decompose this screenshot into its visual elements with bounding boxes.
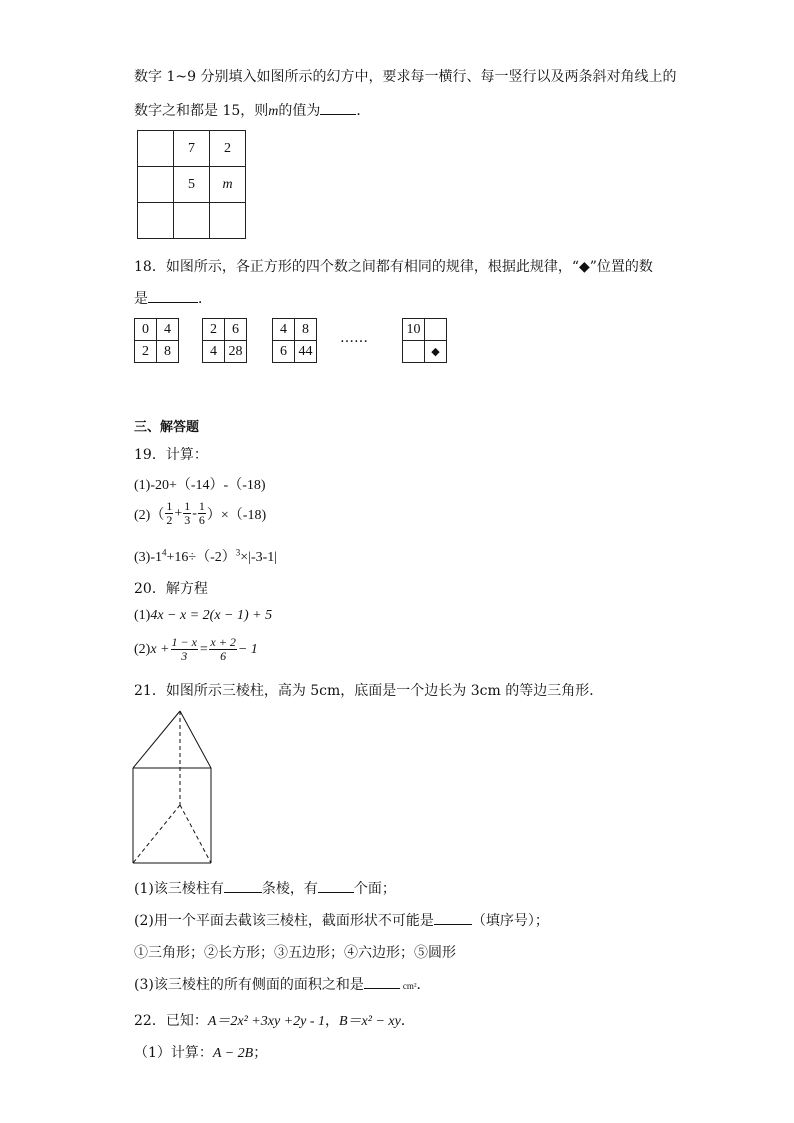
q21-part1 (134, 878, 396, 898)
fraction-numerator: 1 − x (171, 635, 197, 649)
q17-line2-end: ． (356, 103, 371, 119)
fraction-denominator: 3 (184, 513, 191, 527)
equals-sign: = (198, 641, 209, 657)
q20-part2 (134, 636, 258, 663)
q21-part2-b: （填序号）； (471, 913, 549, 929)
triangular-prism-figure (132, 710, 214, 866)
section-title: 三、解答题 (134, 420, 200, 435)
q18-line2-end: ． (198, 291, 212, 307)
magic-cell (210, 203, 246, 239)
pattern-square-2 (202, 318, 247, 363)
pattern-cell: 44 (295, 341, 317, 363)
fraction-rhs (209, 636, 236, 663)
q20-part1 (134, 607, 272, 624)
magic-cell: 5 (174, 167, 210, 203)
unit-cm2: cm² (402, 981, 417, 991)
operator-plus: + (174, 505, 183, 521)
q21-part3 (134, 974, 431, 994)
pattern-cell: 28 (225, 341, 247, 363)
pattern-cell (425, 319, 447, 341)
q21-area-blank[interactable] (364, 976, 400, 989)
q17-line2-text-b: 的值为 (278, 103, 321, 119)
q17-line2 (134, 100, 370, 120)
q18-line2 (134, 288, 212, 308)
q21-title: 21．如图所示三棱柱，高为 5cm，底面是一个边长为 3cm 的等边三角形． (134, 683, 604, 699)
q22-expression-a: A＝2x² +3xy +2y - 1 (207, 1014, 325, 1029)
q19-part3 (134, 546, 277, 566)
fraction-numerator: x + 2 (210, 635, 236, 649)
exponent: 3 (235, 547, 241, 558)
q21-part2 (134, 910, 549, 930)
q21-edges-blank[interactable] (224, 880, 262, 893)
magic-square-grid (137, 130, 246, 239)
fraction-lhs (171, 636, 198, 663)
q22-expression-b: B＝x² − xy (339, 1014, 401, 1029)
fraction-third (183, 500, 191, 527)
q19-part2-suffix: ）×（-18) (206, 507, 267, 523)
pattern-square-1 (134, 318, 179, 363)
q20-eq2-lhs: x + (150, 641, 170, 657)
q21-options: ①三角形；②长方形；③五边形；④六边形；⑤圆形 (134, 945, 456, 961)
pattern-cell: 4 (203, 341, 225, 363)
q19-part3-a: (3)-1 (134, 550, 162, 565)
pattern-cell: 8 (157, 341, 179, 363)
pattern-cell: 8 (295, 319, 317, 341)
q17-variable-m: m (268, 104, 279, 119)
q21-part1-c: 个面； (353, 881, 396, 897)
q20-eq2-rhs: − 1 (237, 641, 258, 657)
q22-part1-end: ； (253, 1045, 268, 1061)
pattern-cell: 4 (273, 319, 295, 341)
q19-part3-b: +16÷（-2） (166, 550, 236, 565)
magic-cell: m (210, 167, 246, 203)
magic-cell (138, 131, 174, 167)
magic-cell (138, 203, 174, 239)
pattern-cell: 6 (273, 341, 295, 363)
fraction-half (165, 500, 173, 527)
q19-part3-c: ×|-3-1| (240, 550, 278, 565)
fraction-denominator: 2 (166, 513, 173, 527)
pattern-cell: 2 (203, 319, 225, 341)
fraction-numerator: 1 (198, 499, 205, 513)
q17-line1: 数字 1~9 分别填入如图所示的幻方中，要求每一横行、每一竖行以及两条斜对角线上的 (134, 69, 677, 85)
q19-part2-prefix: (2)（ (134, 507, 165, 523)
q18-line2-text: 是 (134, 291, 148, 307)
magic-cell: 7 (174, 131, 210, 167)
q17-line2-text: 数字之和都是 15，则 (134, 103, 269, 119)
pattern-cell (403, 341, 425, 363)
pattern-ellipsis: …… (340, 330, 368, 346)
q22-part1 (134, 1042, 267, 1062)
q17-answer-blank[interactable] (320, 102, 356, 115)
q20-part1-label: (1) (134, 608, 151, 623)
fraction-numerator: 1 (166, 499, 173, 513)
q19-part2 (134, 500, 266, 527)
q18-answer-blank[interactable] (148, 290, 198, 303)
fraction-denominator: 6 (198, 513, 205, 527)
fraction-denominator: 3 (181, 649, 188, 663)
q22-title-a: 22．已知： (134, 1013, 208, 1029)
fraction-denominator: 6 (220, 649, 227, 663)
q20-title: 20．解方程 (134, 581, 208, 597)
pattern-square-3 (272, 318, 317, 363)
q22-part1-a: （1）计算： (134, 1045, 213, 1061)
magic-cell (174, 203, 210, 239)
q21-part2-a: (2)用一个平面去截该三棱柱，截面形状不可能是 (134, 913, 434, 929)
exponent: 4 (162, 547, 167, 558)
q19-title: 19．计算： (134, 447, 208, 463)
q20-equation-1: 4x − x = 2(x − 1) + 5 (150, 608, 273, 623)
q20-part2-label: (2) (134, 641, 151, 657)
q19-part1: (1)-20+（-14）-（-18) (134, 478, 266, 493)
pattern-square-last (402, 318, 447, 363)
q18-line1: 18．如图所示，各正方形的四个数之间都有相同的规律，根据此规律，“◆”位置的数 (134, 259, 653, 275)
operator-minus: - (192, 505, 197, 521)
fraction-sixth (198, 500, 206, 527)
pattern-cell: 10 (403, 319, 425, 341)
fraction-numerator: 1 (184, 499, 191, 513)
q22-title (134, 1010, 415, 1030)
q21-part3-a: (3)该三棱柱的所有侧面的面积之和是 (134, 977, 364, 993)
magic-cell (138, 167, 174, 203)
pattern-cell: 6 (225, 319, 247, 341)
q21-section-blank[interactable] (434, 912, 472, 925)
magic-cell: 2 (210, 131, 246, 167)
q22-part1-expression: A − 2B (212, 1046, 254, 1061)
pattern-cell: 4 (157, 319, 179, 341)
pattern-cell: 0 (135, 319, 157, 341)
diamond-icon: ◆ (425, 341, 447, 363)
q22-title-end: ． (400, 1013, 415, 1029)
q22-separator: ， (325, 1013, 339, 1029)
q21-part3-end: ． (416, 977, 431, 993)
pattern-cell: 2 (135, 341, 157, 363)
q21-part1-a: (1)该三棱柱有 (134, 881, 224, 897)
q21-faces-blank[interactable] (318, 880, 354, 893)
q21-part1-b: 条棱，有 (261, 881, 318, 897)
